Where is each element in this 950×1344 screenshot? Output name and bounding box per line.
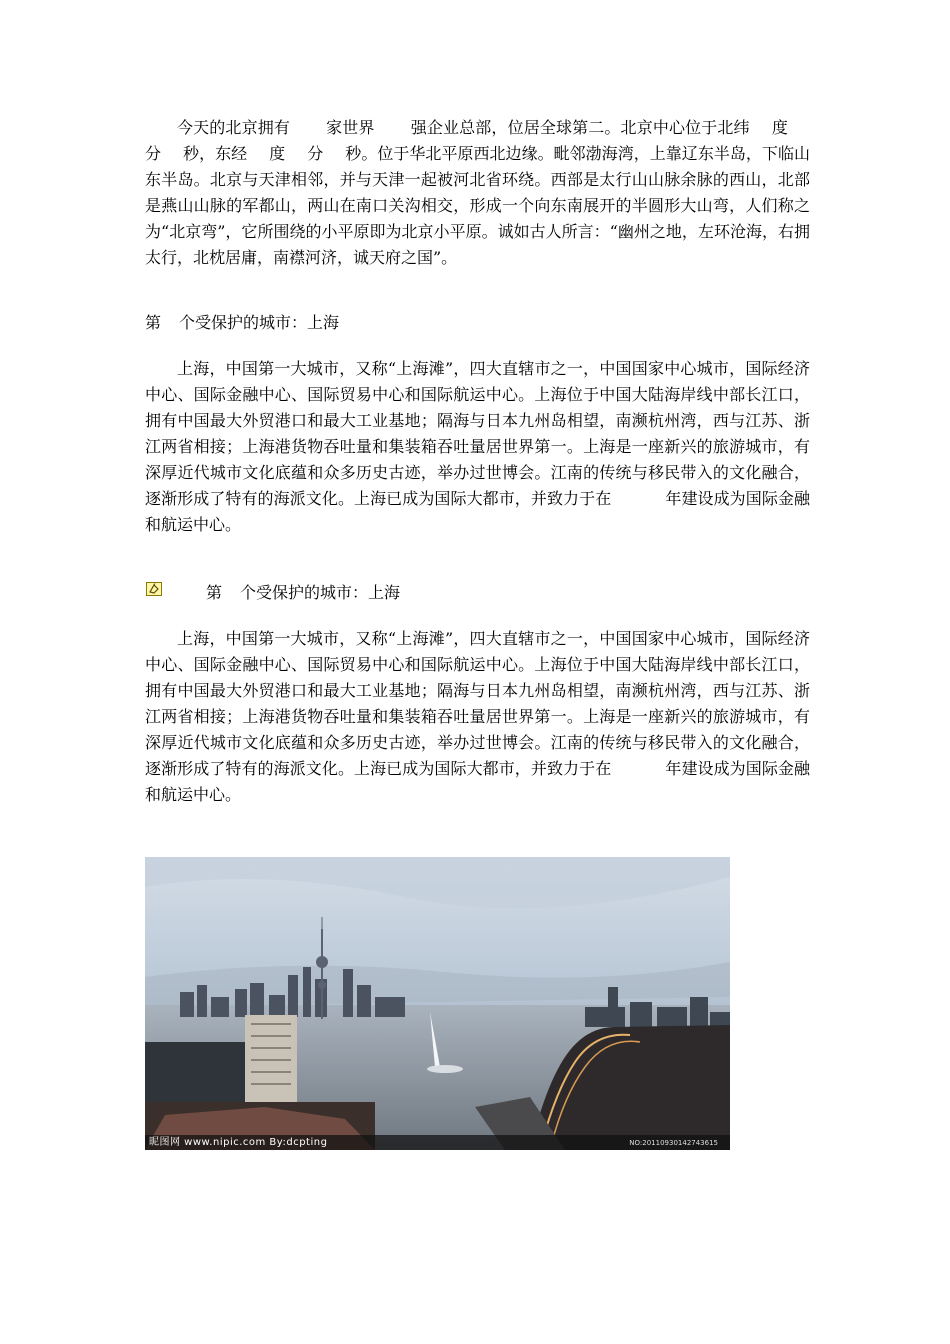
section-heading-shanghai-2: 第 个受保护的城市：上海: [206, 583, 401, 602]
paragraph-shanghai-2: 上海，中国第一大城市，又称“上海滩”，四大直辖市之一，中国国家中心城市，国际经济中心、国际金融中心、国际贸易中心和国际航运中心。上海位于中国大陆海岸线中部长江口，拥有中国最大外贸港口和最大工业基地；隔海与日本九州岛相望，南濒杭州湾，西与江苏、浙江两省相接；上海港货物吞吐量和集装箱吞吐量居世界第一。上海是一座新兴的旅游城市，有深厚近代城市文化底蕴和众多历史古迹，举办过世博会。江南的传统与移民带入的文化融合，逐渐形成了特有的海派文化。上海已成为国际大都市，并致力于在 年建设成为国际金融和航运中心。: [145, 629, 810, 804]
photo-watermark: 昵图网 www.nipic.com By:dcpting: [149, 1137, 328, 1148]
shanghai-skyline-photo: [145, 857, 730, 1150]
paragraph-shanghai: 上海，中国第一大城市，又称“上海滩”，四大直辖市之一，中国国家中心城市，国际经济中心、国际金融中心、国际贸易中心和国际航运中心。上海位于中国大陆海岸线中部长江口，拥有中国最大外贸港口和最大工业基地；隔海与日本九州岛相望，南濒杭州湾，西与江苏、浙江两省相接；上海港货物吞吐量和集装箱吞吐量居世界第一。上海是一座新兴的旅游城市，有深厚近代城市文化底蕴和众多历史古迹，举办过世博会。江南的传统与移民带入的文化融合，逐渐形成了特有的海派文化。上海已成为国际大都市，并致力于在 年建设成为国际金融和航运中心。: [145, 359, 810, 534]
paragraph-beijing: 今天的北京拥有 家世界 强企业总部，位居全球第二。北京中心位于北纬 度分 秒，东经 度 分 秒。位于华北平原西北边缘。毗邻渤海湾，上靠辽东半岛，下临山东半岛。北京与天津相邻，并与天津一起被河北省环绕。西部是太行山山脉余脉的西山，北部是燕山山脉的军都山，两山在南口关沟相交，形成一个向东南展开的半圆形大山弯，人们称之为“北京弯”，它所围绕的小平原即为北京小平原。诚如古人所言：“幽州之地，左环沧海，右拥太行，北枕居庸，南襟河济，诚天府之国”。: [145, 118, 810, 267]
skyline-illustration: [145, 857, 730, 1150]
photo-watermark-id: NO:20110930142743615: [629, 1139, 718, 1147]
note-icon: [146, 582, 162, 596]
section-heading-shanghai: 第 个受保护的城市：上海: [145, 313, 340, 332]
